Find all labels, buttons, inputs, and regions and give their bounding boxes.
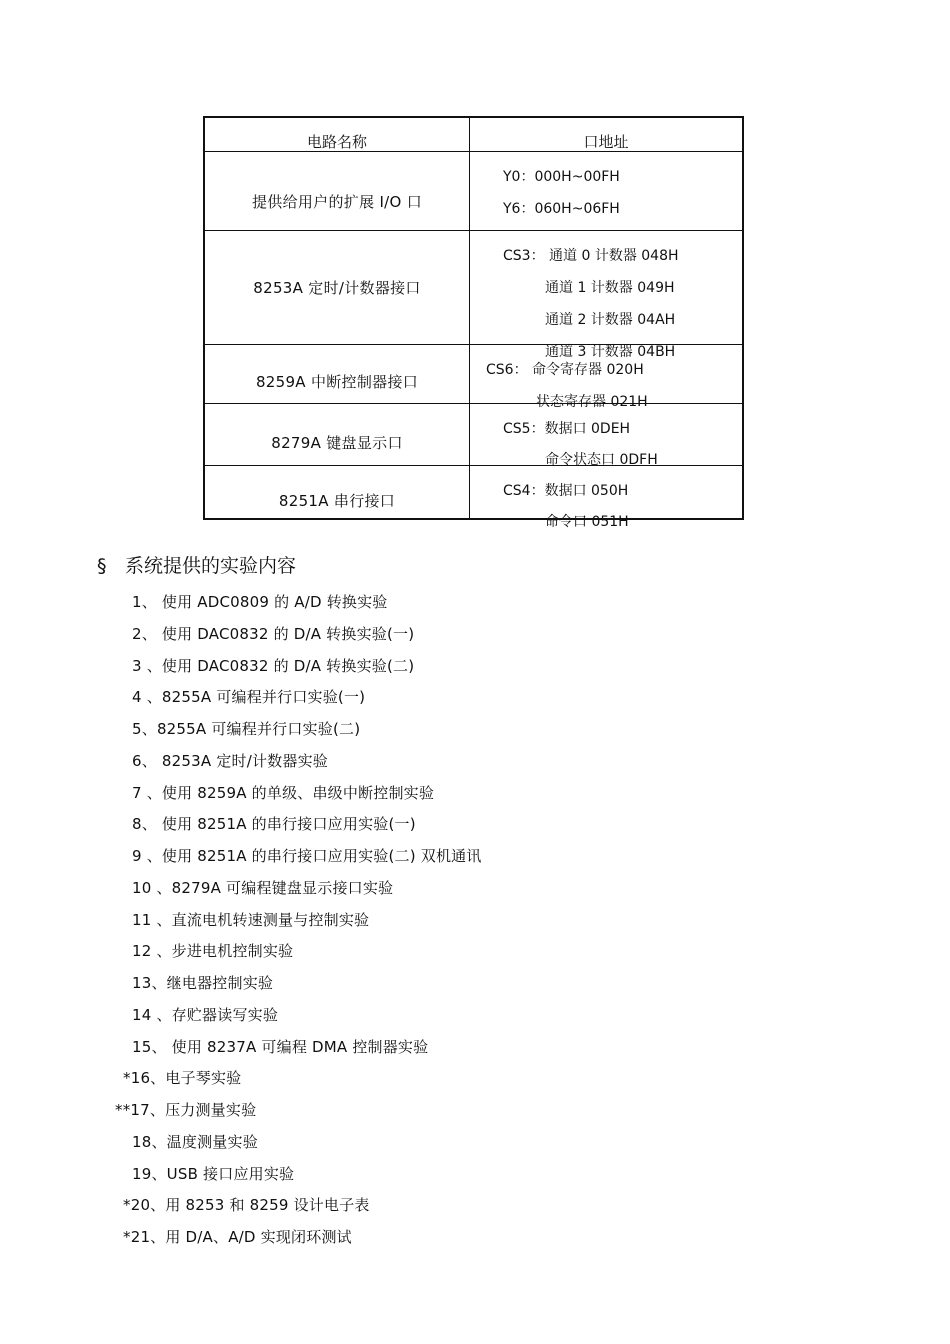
list-item: 15、 使用 8237A 可编程 DMA 控制器实验 (132, 1038, 429, 1056)
list-item: *16、电子琴实验 (123, 1069, 242, 1087)
list-item: 14 、存贮器读写实验 (132, 1006, 279, 1024)
table-header-name: 电路名称 (306, 133, 367, 151)
list-item: 11 、直流电机转速测量与控制实验 (132, 911, 370, 929)
table-row-name: 8251A 串行接口 (278, 491, 396, 510)
section-title (97, 551, 296, 578)
table-row-name: 8279A 键盘显示口 (271, 434, 403, 452)
list-item: 9 、使用 8251A 的串行接口应用实验(二) 双机通讯 (132, 847, 482, 865)
list-item: 5、8255A 可编程并行口实验(二) (132, 720, 361, 738)
list-item: 10 、8279A 可编程键盘显示接口实验 (132, 879, 394, 897)
list-item: 8、 使用 8251A 的串行接口应用实验(一) (132, 815, 416, 833)
list-item: 2、 使用 DAC0832 的 D/A 转换实验(一) (132, 625, 415, 643)
table-row-address: Y0：000H~00FH Y6：060H~06FH (503, 169, 620, 217)
address-table (203, 116, 744, 530)
list-item: 12 、步进电机控制实验 (132, 942, 294, 960)
list-item: 18、温度测量实验 (132, 1133, 258, 1151)
list-item: 13、继电器控制实验 (132, 974, 274, 992)
table-row-name: 8259A 中断控制器接口 (255, 372, 419, 391)
table-row-address: CS6： 命令寄存器 020H 状态寄存器 021H (486, 362, 648, 410)
list-item: 7 、使用 8259A 的单级、串级中断控制实验 (132, 784, 435, 802)
list-item: 6、 8253A 定时/计数器实验 (132, 752, 328, 770)
table-row-address: CS4：数据口 050H 命令口 051H (503, 483, 629, 530)
list-item: 1、 使用 ADC0809 的 A/D 转换实验 (132, 593, 388, 611)
table-header-address: 口地址 (583, 133, 629, 151)
list-item: *20、用 8253 和 8259 设计电子表 (123, 1196, 370, 1214)
section-mark: § (97, 555, 107, 577)
table-row-name: 提供给用户的扩展 I/O 口 (251, 192, 423, 211)
table-row-address: CS5：数据口 0DEH 命令状态口 0DFH (503, 421, 658, 468)
list-item: *21、用 D/A、A/D 实现闭环测试 (123, 1228, 352, 1246)
list-item: 3 、使用 DAC0832 的 D/A 转换实验(二) (132, 657, 415, 675)
table-row-name: 8253A 定时/计数器接口 (253, 279, 421, 297)
section-title-text: 系统提供的实验内容 (125, 555, 297, 577)
list-item: **17、压力测量实验 (115, 1101, 257, 1119)
list-item: 19、USB 接口应用实验 (132, 1165, 295, 1183)
table-row-address: CS3： 通道 0 计数器 048H 通道 1 计数器 049H 通道 2 计数器 04AH 通道 3 计数器 04BH (503, 248, 679, 360)
list-item: 4 、8255A 可编程并行口实验(一) (132, 688, 366, 706)
